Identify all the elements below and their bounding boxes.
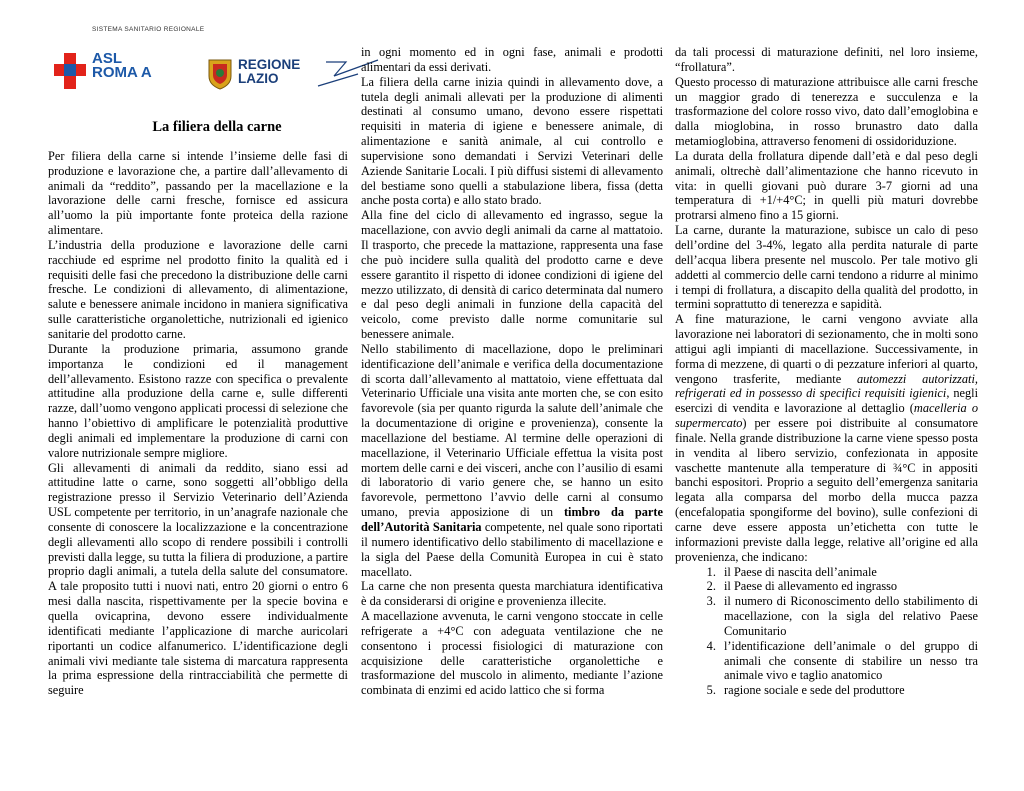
regione-line-1: REGIONE — [238, 57, 301, 72]
paragraph: La carne che non presenta questa marchiatura identificativa è da considerarsi di origine e provenienza illecite. — [361, 579, 663, 609]
list-item: 2. il Paese di allevamento ed ingrasso — [719, 579, 978, 594]
asl-roma-a-logo — [48, 12, 205, 112]
column-2 — [361, 45, 663, 698]
asl-name — [92, 52, 152, 80]
logo-header — [48, 0, 348, 120]
asl-line-2: ROMA A — [92, 64, 152, 81]
paragraph: La filiera della carne inizia quindi in allevamento dove, a tutela degli animali allevati per la produzione di alimenti destinati al consumo umano, devono essere rispettati requisiti in materia di igiene e benessere animale, di alimentazione e sanità animale, al cui controllo e supervisione sono demandati i Servizi Veterinari delle Aziende Sanitarie Locali. I più diffusi sistemi di allevamento del bestiame sono quelli a stabulazione libera, fissa (detta anche posta corta) e allo stato brado. — [361, 74, 663, 208]
list-item: 5. ragione sociale e sede del produttore — [719, 683, 978, 698]
paragraph: Alla fine del ciclo di allevamento ed ingrasso, segue la macellazione, con avvio degli animali da carne al mattatoio. Il trasporto, che precede la mattazione, rappresenta una fase che può incidere sulla qualità del prodotto carne e deve essere garantito il rispetto di idonee condizioni di igiene del mezzo utilizzato, di densità di carico determinata dal numero e dal peso degli animali in funzione della capacità del veicolo, come previsto dalle norme comunitarie sul benessere animale. — [361, 208, 663, 342]
column-1 — [48, 0, 348, 698]
bold-text: timbro da parte dell’Autorità Sanitaria — [361, 505, 663, 534]
list-item: 3. il numero di Riconoscimento dello stabilimento di macellazione, con la sigla del relativo Paese Comunitario — [719, 594, 978, 639]
paragraph: Gli allevamenti di animali da reddito, siano essi ad attitudine latte o carne, sono soggetti all’obbligo della registrazione presso il Servizio Veterinario dell’Azienda USL competente per territorio, in un’anagrafe nazionale che consente di conoscere la localizzazione e la concentrazione degli allevamenti allo scopo di rendere possibili i controlli previsti dalla legge, su tutta la filiera di produzione, a partire proprio dagli animali, a tutela della salute del consumatore. A tale proposito tutti i nuovi nati, entro 20 giorni o entro 6 mesi dalla nascita, rispettivamente per la specie bovina e quella ovicaprina, devono essere individualmente identificati mediante l’applicazione di marche auricolari riportanti un codice alfanumerico. L’identificazione degli animali vivi mediante tale sistema di marcatura rappresenta la prima espressione della rintracciabilità che permette di seguire — [48, 460, 348, 698]
paragraph — [675, 312, 978, 564]
text-run: ) per essere poi distribuite al consumatore finale. Nella grande distribuzione la carne viene spesso posta in vendita al libero servizio, confezionata in apposite vaschette mantenute alla temperature di ¾°C in appositi banchi espositori. Proprio a seguito dell’emergenza sanitaria legata alla comparsa del morbo della mucca pazza (encefalopatia spongiforme del bovino), sulle confezioni di carne deve essere apposta un’etichetta con tutte le informazioni previste dalla legge, relative all’origine ed alla provenienza, che indicano: — [675, 416, 978, 564]
text-run: Nello stabilimento di macellazione, dopo le preliminari identificazione dell’animale e verifica della documentazione di scorta dall’allevamento al mattatoio, viene effettuata dal Veterinario Ufficiale una visita ante morten che, se con esito favorevole (sia per quanto rigurda la salute dell’animale che la documentazione di origine e provenienza), consente la macellazione del bestiame. Al termine delle operazioni di macellazione, il Veterinario Ufficiale effettua la visita post mortem delle carni e dei visceri, anche con l’ausilio di esami di laboratorio di vario genere che, se hanno un esito favorevole, permettono l’avvio delle carni al consumo umano, previa apposizione di un — [361, 341, 663, 520]
column-3 — [675, 45, 978, 698]
paragraph: La carne, durante la maturazione, subisce un calo di peso dell’ordine del 3-4%, legato alla perdita naturale di parte dell’acqua libera presente nel muscolo. Per tale motivo gli addetti al commercio delle carni tendono a ridurre al minimo i tempi di frollatura, a discapito della qualità del prodotto, in termini soprattutto di tenerezza e sapidità. — [675, 223, 978, 312]
text-run: A fine maturazione, le carni vengono avviate alla lavorazione nei laboratori di sezionamento, che in molti sono attigui agli impianti di macellazione. Successivamente, in forma di mezzene, di quarti o di pezzature inferiori al quarto, vengono trasferite, mediante — [675, 312, 978, 386]
regione-lazio-emblem-icon — [205, 58, 235, 94]
paragraph — [361, 342, 663, 580]
paragraph: da tali processi di maturazione definiti, nel loro insieme, “frollatura”. — [675, 45, 978, 74]
regione-lazio-name — [238, 58, 300, 85]
document-title: La filiera della carne — [152, 119, 282, 135]
paragraph: L’industria della produzione e lavorazione delle carni racchiude ed esprime nel prodotto finito la qualità ed i requisiti delle fasi che precedono la distribuzione delle carni fresche. Le condizioni di allevamento, di alimentazione, salute e benessere animale incidono in maniera significativa sulle caratteristiche organolettiche, nutrizionali ed igienico sanitarie del prodotto carne. — [48, 237, 348, 341]
text-run: competente, nel quale sono riportati il numero identificativo dello stabilimento di macellazione e la sigla del Paese della Comunità Europea in cui è stato macellato. — [361, 520, 663, 579]
paragraph: Durante la produzione primaria, assumono grande importanza le condizioni ed il management dell’allevamento. Esistono razze con specifica o prevalente attitudine alla produzione della carne e, sulle differenti razze, dall’uomo vengono applicati processi di selezione che hanno l’obiettivo di amplificare le potenzialità produttive degli animali ed implementare la produzione di carni con valore nutrizionale sempre migliore. — [48, 341, 348, 460]
asl-line-1: ASL — [92, 50, 122, 67]
paragraph: A macellazione avvenuta, le carni vengono stoccate in celle refrigerate a +4°C con adeguata ventilazione che ne consentono i processi fisiologici di maturazione con acquisizione delle caratteristiche organolettiche e trasformazione del muscolo in alimento, mediante l’azione combinata di enzimi ed acido lattico che si forma — [361, 609, 663, 698]
list-item: 4. l’identificazione dell’animale o del gruppo di animali che consente di stabilire un nesso tra animale vivo e taglio anatomico — [719, 639, 978, 684]
italic-text: automezzi autorizzati, refrigerati ed in possesso di specifici requisiti igienici — [675, 371, 978, 401]
paragraph: in ogni momento ed in ogni fase, animali e prodotti alimentari da essi derivati. — [361, 45, 663, 74]
paragraph: Per filiera della carne si intende l’insieme delle fasi di produzione e lavorazione che, a partire dall’allevamento di animali da “reddito”, passando per la macellazione e la lavorazione delle carni fresche, fornisce ed assicura all’uomo la più importante fonte proteica della razione alimentare. — [48, 148, 348, 238]
paragraph: Questo processo di maturazione attribuisce alle carni fresche un maggior grado di tenerezza e succulenza e la trasformazione del colore rosso vivo, dato dall’emoglobina e dalla mioglobina, in rosso brunastro dato dalla metamioglobina, attraverso fenomeni di ossidoriduzione. — [675, 74, 978, 149]
text-run: , negli esercizi di vendita e lavorazione al dettaglio ( — [675, 386, 978, 416]
red-cross-icon — [53, 52, 87, 94]
italic-text: macelleria o supermercato — [675, 401, 979, 431]
regione-line-2: LAZIO — [238, 70, 279, 86]
asl-subtitle: SISTEMA SANITARIO REGIONALE — [92, 26, 205, 33]
paragraph: La durata della frollatura dipende dall’età e dal peso degli animali, oltrechè dall’alimentazione che hanno ricevuto in vita: in quelli giovani può durare 3-7 giorni ad una temperatura di +1/+4°C; in quelli più maturi dovrebbe protrarsi almeno fino a 15 giorni. — [675, 148, 978, 223]
label-info-list — [675, 565, 978, 699]
list-item: 1. il Paese di nascita dell’animale — [719, 565, 978, 580]
